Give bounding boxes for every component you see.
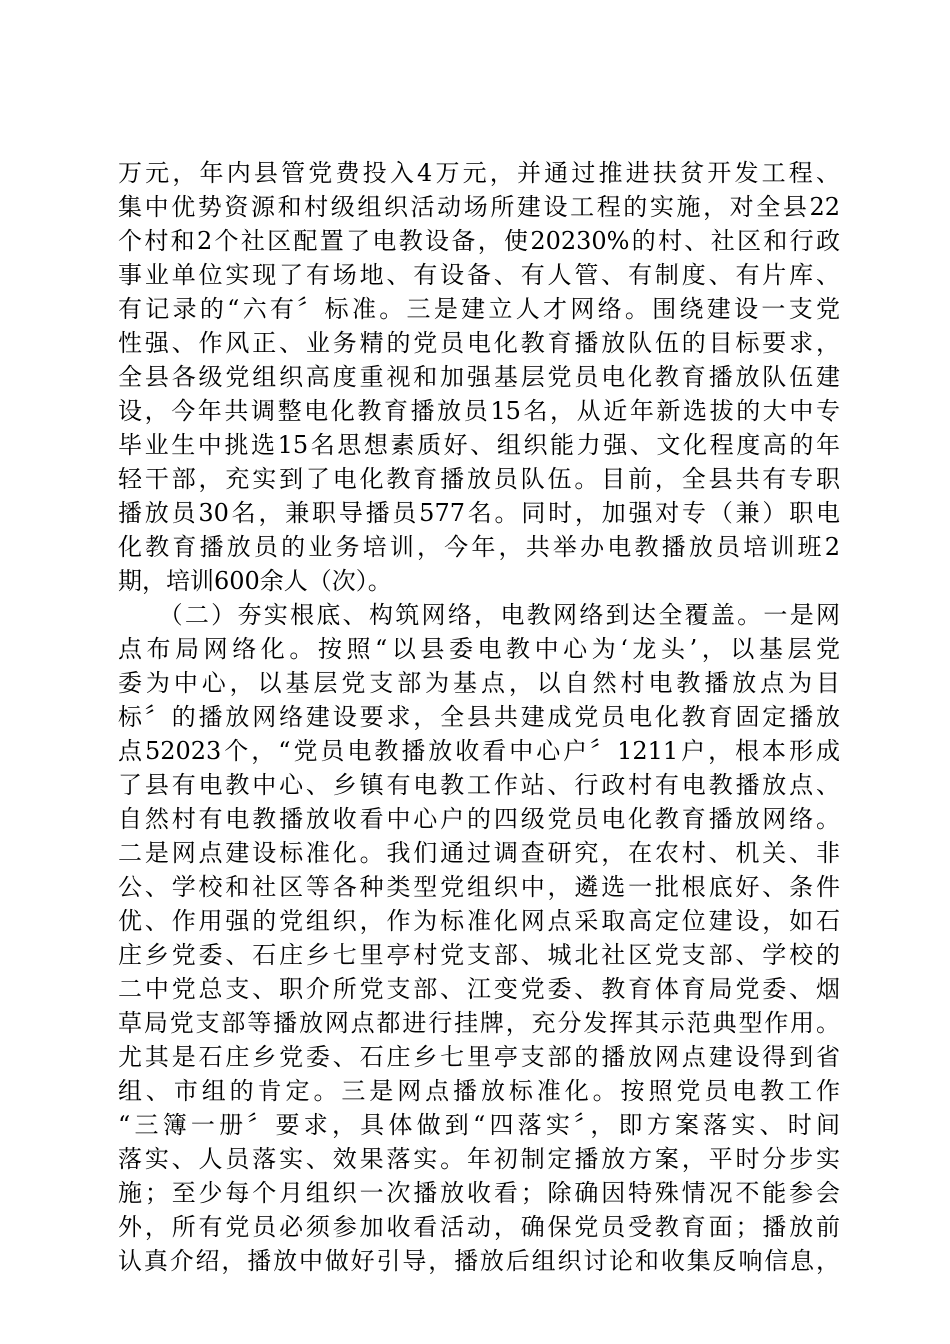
text-line: 落实、人员落实、效果落实。年初制定播放方案，平时分步实 bbox=[118, 1145, 840, 1173]
text-line: 播放员30名，兼职导播员577名。同时，加强对专（兼）职电 bbox=[118, 499, 840, 527]
text-line: 集中优势资源和村级组织活动场所建设工程的实施，对全县22 bbox=[118, 193, 840, 221]
text-line: 公、学校和社区等各种类型党组织中，遴选一批根底好、条件 bbox=[118, 873, 840, 901]
text-line: 个村和2个社区配置了电教设备，使20230%的村、社区和行政 bbox=[118, 227, 840, 255]
text-line: 万元，年内县管党费投入4万元，并通过推进扶贫开发工程、 bbox=[118, 159, 840, 187]
text-line: 轻干部，充实到了电化教育播放员队伍。目前，全县共有专职 bbox=[118, 465, 840, 493]
text-line: 草局党支部等播放网点都进行挂牌，充分发挥其示范典型作用。 bbox=[118, 1009, 840, 1037]
text-line: 标〞的播放网络建设要求，全县共建成党员电化教育固定播放 bbox=[118, 703, 840, 731]
text-line: 设，今年共调整电化教育播放员15名，从近年新选拔的大中专 bbox=[118, 397, 840, 425]
text-line: 自然村有电教播放收看中心户的四级党员电化教育播放网络。 bbox=[118, 805, 840, 833]
text-line: 外，所有党员必须参加收看活动，确保党员受教育面；播放前 bbox=[118, 1213, 840, 1241]
text-line: 尤其是石庄乡党委、石庄乡七里亭支部的播放网点建设得到省 bbox=[118, 1043, 840, 1071]
paragraph-2 bbox=[118, 598, 840, 1278]
text-line: 化教育播放员的业务培训，今年，共举办电教播放员培训班2 bbox=[118, 533, 840, 561]
text-line: 二中党总支、职介所党支部、江变党委、教育体育局党委、烟 bbox=[118, 975, 840, 1003]
text-line: 组、市组的肯定。三是网点播放标准化。按照党员电教工作 bbox=[118, 1077, 840, 1105]
text-line: 有记录的“六有〞标准。三是建立人才网络。围绕建设一支党 bbox=[118, 295, 840, 323]
text-line: 全县各级党组织高度重视和加强基层党员电化教育播放队伍建 bbox=[118, 363, 840, 391]
text-line: 认真介绍，播放中做好引导，播放后组织讨论和收集反响信息， bbox=[118, 1247, 840, 1275]
text-line: 了县有电教中心、乡镇有电教工作站、行政村有电教播放点、 bbox=[118, 771, 840, 799]
text-line: 施；至少每个月组织一次播放收看；除确因特殊情况不能参会 bbox=[118, 1179, 840, 1207]
text-line: 点布局网络化。按照“以县委电教中心为‘龙头’，以基层党 bbox=[118, 635, 840, 663]
text-line: 二是网点建设标准化。我们通过调查研究，在农村、机关、非 bbox=[118, 839, 840, 867]
document-body bbox=[118, 156, 840, 1278]
text-line: 优、作用强的党组织，作为标准化网点采取高定位建设，如石 bbox=[118, 907, 840, 935]
paragraph-1 bbox=[118, 156, 840, 598]
text-line: 期，培训600余人（次）。 bbox=[118, 567, 392, 595]
text-line: 毕业生中挑选15名思想素质好、组织能力强、文化程度高的年 bbox=[118, 431, 840, 459]
text-line: “三簿一册〞要求，具体做到“四落实〞，即方案落实、时间 bbox=[118, 1111, 840, 1139]
text-line: 点52023个，“党员电教播放收看中心户〞1211户，根本形成 bbox=[118, 737, 840, 765]
text-line: 庄乡党委、石庄乡七里亭村党支部、城北社区党支部、学校的 bbox=[118, 941, 840, 969]
text-line: 事业单位实现了有场地、有设备、有人管、有制度、有片库、 bbox=[118, 261, 840, 289]
text-line: 性强、作风正、业务精的党员电化教育播放队伍的目标要求， bbox=[118, 329, 840, 357]
text-line: 委为中心，以基层党支部为基点，以自然村电教播放点为目 bbox=[118, 669, 840, 697]
text-line: （二）夯实根底、构筑网络，电教网络到达全覆盖。一是网 bbox=[118, 601, 840, 629]
